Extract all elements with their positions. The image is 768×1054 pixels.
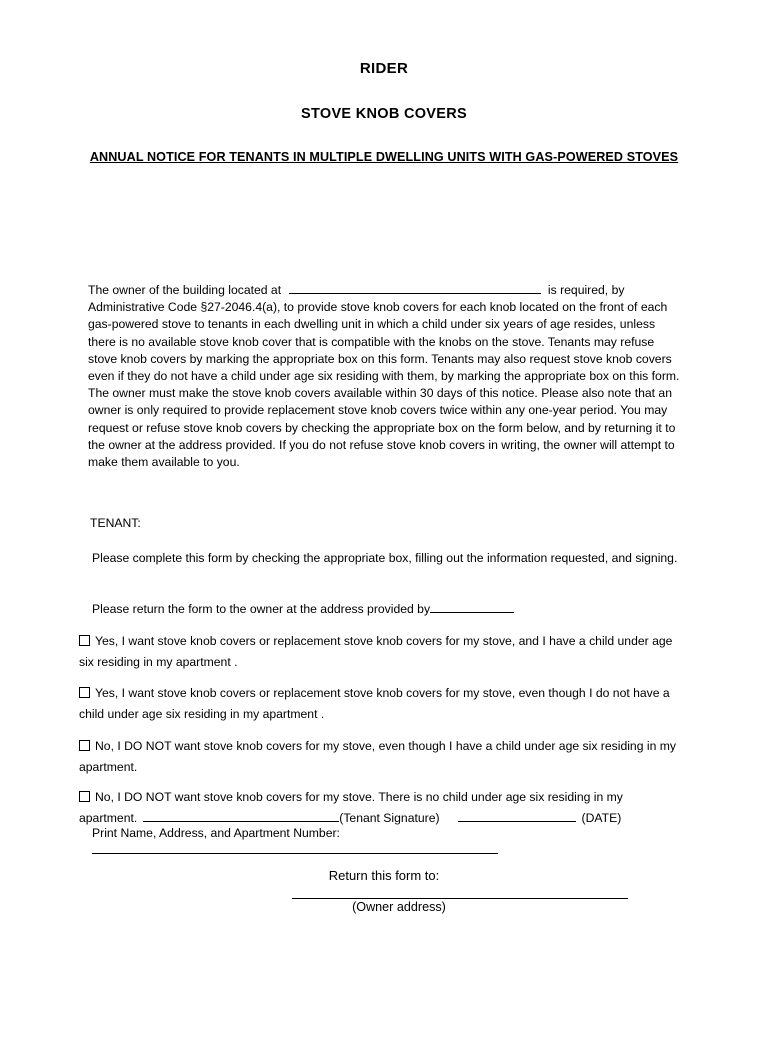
print-name-blank[interactable] xyxy=(92,853,498,854)
checkbox-icon[interactable] xyxy=(79,740,90,751)
building-address-blank[interactable] xyxy=(289,282,541,294)
return-form-heading: Return this form to: xyxy=(328,868,440,883)
document-page xyxy=(0,60,768,1054)
date-caption: (DATE) xyxy=(581,811,622,825)
owner-address-blank[interactable] xyxy=(292,898,628,899)
instruction-return-form xyxy=(92,600,682,619)
paragraph-lead-text: The owner of the building located at xyxy=(88,283,282,297)
option-label: No, I DO NOT want stove knob covers for my stove, even though I have a child under age six residing in my apartment. xyxy=(79,739,676,774)
owner-address-caption: (Owner address) xyxy=(352,900,446,914)
page-subtitle: STOVE KNOB COVERS xyxy=(301,106,467,122)
intro-paragraph xyxy=(88,282,680,471)
print-name-label: Print Name, Address, and Apartment Number: xyxy=(92,826,340,840)
page-title: RIDER xyxy=(359,60,409,77)
option-label: Yes, I want stove knob covers or replacement stove knob covers for my stove, even though I do not have a child under age six residing in my apartment . xyxy=(79,686,670,721)
tenant-signature-blank[interactable] xyxy=(143,810,339,822)
instruction-complete-form: Please complete this form by checking the appropriate box, filling out the information requested, and signing. xyxy=(92,551,678,565)
return-by-date-blank[interactable] xyxy=(430,601,514,613)
option-label: Yes, I want stove knob covers or replacement stove knob covers for my stove, and I have a child under age six residing in my apartment . xyxy=(79,634,673,669)
tenant-section-label: TENANT: xyxy=(90,516,141,530)
signature-caption: (Tenant Signature) xyxy=(339,811,440,825)
notice-heading: ANNUAL NOTICE FOR TENANTS IN MULTIPLE DWELLING UNITS WITH GAS-POWERED STOVES xyxy=(89,150,679,164)
option-no-no-child[interactable] xyxy=(79,787,679,829)
option-yes-no-child[interactable] xyxy=(79,683,679,725)
option-yes-with-child[interactable] xyxy=(79,631,679,673)
option-label: No, I DO NOT want stove knob covers for my stove. There is no child under age six residing in my apartment. xyxy=(79,790,623,825)
instruction-return-text: Please return the form to the owner at the address provided by xyxy=(92,602,431,616)
option-no-with-child[interactable] xyxy=(79,736,679,778)
checkbox-icon[interactable] xyxy=(79,635,90,646)
date-blank[interactable] xyxy=(458,810,576,822)
paragraph-body-text: is required, by Administrative Code §27-2046.4(a), to provide stove knob covers for each knob located on the front of each gas-powered stove to tenants in each dwelling unit in which a child under six years of age resides, unless there is no available stove knob cover that is compatible with the knobs on the stove. Tenants may refuse stove knob covers by marking the appropriate box on this form. Tenants may also request stove knob covers even if they do not have a child under age six residing with them, by marking the appropriate box on this form. The owner must make the stove knob covers available within 30 days of this notice. Please also note that an owner is only required to provide replacement stove knob covers twice within any one-year period. You may request or refuse stove knob covers by checking the appropriate box on the form below, and by returning it to the owner at the address provided. If you do not refuse stove knob covers in writing, the owner will attempt to make them available to you. xyxy=(88,283,680,470)
checkbox-icon[interactable] xyxy=(79,687,90,698)
checkbox-icon[interactable] xyxy=(79,791,90,802)
